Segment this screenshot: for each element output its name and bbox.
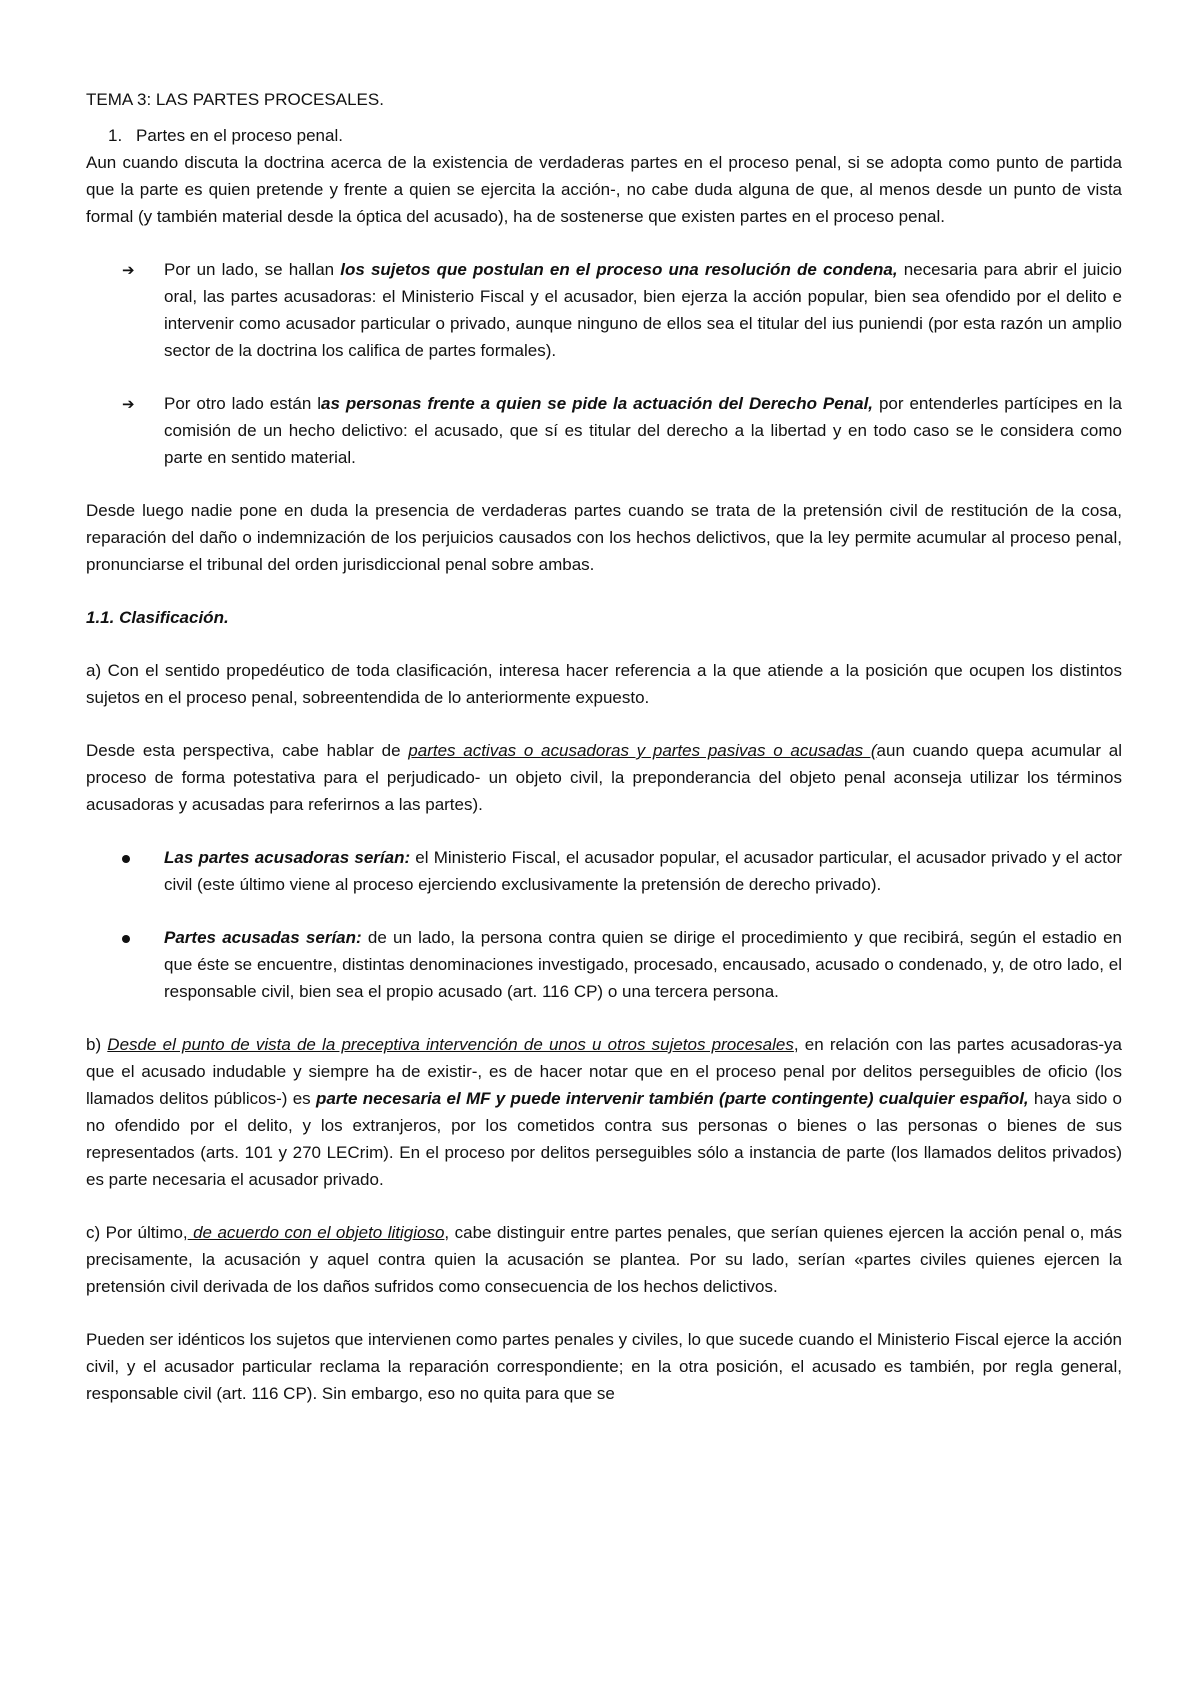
arrow-item-text: Por otro lado están las personas frente a quien se pide la actuación del Derecho Penal, por entenderles partícipes en la comisión de un hecho delictivo: el acusado, que sí es titular del derecho a la libertad y en todo caso se le considera como parte en sentido material. — [164, 394, 1122, 467]
last-paragraph: Pueden ser idénticos los sujetos que intervienen como partes penales y civiles, lo que sucede cuando el Ministerio Fiscal ejerce la acción civil, y el acusador particular reclama la reparación correspondiente; en la otra posición, el acusado es también, por regla general, responsable civil (art. 116 CP). Sin embargo, eso no quita para que se — [86, 1330, 1122, 1403]
paragraph-a: a) Con el sentido propedéutico de toda clasificación, interesa hacer referencia a la que atiende a la posición que ocupen los distintos sujetos en el proceso penal, sobreentendida de lo anteriormente expuesto. — [86, 661, 1122, 707]
arrow-right-icon: ➔ — [122, 396, 135, 413]
bullet-item-text: Partes acusadas serían: de un lado, la persona contra quien se dirige el procedimiento y que recibirá, según el estadio en que éste se encuentre, distintas denominaciones investigado, procesado, encausado, acusado o condenado, y, de otro lado, el responsable civil, bien sea el propio acusado (art. 116 CP) o una tercera persona. — [164, 928, 1123, 1001]
underlined-emphasis: de acuerdo con el objeto litigioso — [187, 1223, 445, 1242]
emphasis: as personas frente a quien se pide la actuación del Derecho Penal, — [321, 394, 874, 413]
arrow-list-item — [86, 256, 1122, 364]
section-heading — [108, 122, 1122, 149]
bullet-list-item — [86, 924, 1122, 1005]
underlined-emphasis: partes activas o acusadoras y partes pasivas o acusadas ( — [408, 741, 877, 760]
page-title: TEMA 3: LAS PARTES PROCESALES. — [86, 90, 384, 109]
section-number: 1. — [108, 126, 123, 145]
document-page — [86, 86, 1122, 1433]
bullet-dot-icon — [86, 924, 164, 1005]
arrow-list-item — [86, 390, 1122, 471]
emphasis: Las partes acusadoras serían: — [164, 848, 411, 867]
emphasis: parte necesaria el MF y puede intervenir también (parte contingente) cualquier español, — [315, 1089, 1029, 1108]
arrow-item-text: Por un lado, se hallan los sujetos que postulan en el proceso una resolución de condena, necesaria para abrir el juicio oral, las partes acusadoras: el Ministerio Fiscal y el acusador, bien ejerza la acción popular, bien sea ofendido por el delito e intervenir como acusador particular o privado, aunque ninguno de ellos sea el titular del ius puniendi (por esta razón un amplio sector de la doctrina los califica de partes formales). — [164, 260, 1122, 360]
section-title: Partes en el proceso penal. — [136, 126, 343, 145]
subsection-heading: 1.1. Clasificación. — [86, 608, 229, 627]
perspective-paragraph: Desde esta perspectiva, cabe hablar de partes activas o acusadoras y partes pasivas o acusadas (aun cuando quepa acumular al proceso de forma potestativa para el perjudicado- un objeto civil, la preponderancia del objeto penal aconseja utilizar los términos acusadoras y acusadas para referirnos a las partes). — [86, 741, 1122, 814]
bullet-item-text: Las partes acusadoras serían: el Ministerio Fiscal, el acusador popular, el acusador particular, el acusador privado y el actor civil (este último viene al proceso ejerciendo exclusivamente la pretensión de derecho privado). — [164, 848, 1122, 894]
intro-paragraph: Aun cuando discuta la doctrina acerca de la existencia de verdaderas partes en el proceso penal, si se adopta como punto de partida que la parte es quien pretende y frente a quien se ejercita la acción-, no cabe duda alguna de que, al menos desde un punto de vista formal (y también material desde la óptica del acusado), ha de sostenerse que existen partes en el proceso penal. — [86, 153, 1122, 226]
civil-paragraph: Desde luego nadie pone en duda la presencia de verdaderas partes cuando se trata de la pretensión civil de restitución de la cosa, reparación del daño o indemnización de los perjuicios causados con los hechos delictivos, que la ley permite acumular al proceso penal, pronunciarse el tribunal del orden jurisdiccional penal sobre ambas. — [86, 501, 1122, 574]
bullet-dot-icon — [86, 844, 164, 898]
emphasis: los sujetos que postulan en el proceso una resolución de condena, — [340, 260, 898, 279]
arrow-right-icon: ➔ — [122, 262, 135, 279]
paragraph-b: b) Desde el punto de vista de la preceptiva intervención de unos u otros sujetos procesales, en relación con las partes acusadoras-ya que el acusado indudable y siempre ha de existir-, es de hacer notar que en el proceso penal por delitos perseguibles de oficio (los llamados delitos públicos-) es parte necesaria el MF y puede intervenir también (parte contingente) cualquier español, haya sido o no ofendido por el delito, y los extranjeros, por los cometidos contra sus personas o bienes o las personas o bienes de sus representados (arts. 101 y 270 LECrim). En el proceso por delitos perseguibles sólo a instancia de parte (los llamados delitos privados) es parte necesaria el acusador privado. — [86, 1035, 1122, 1189]
emphasis: Partes acusadas serían: — [164, 928, 362, 947]
underlined-emphasis: Desde el punto de vista de la preceptiva intervención de unos u otros sujetos procesales — [107, 1035, 794, 1054]
bullet-list-item — [86, 844, 1122, 898]
paragraph-c: c) Por último, de acuerdo con el objeto litigioso, cabe distinguir entre partes penales, que serían quienes ejercen la acción penal o, más precisamente, la acusación y aquel contra quien la acusación se plantea. Por su lado, serían «partes civiles quienes ejercen la pretensión civil derivada de los daños sufridos como consecuencia de los hechos delictivos. — [86, 1223, 1122, 1296]
